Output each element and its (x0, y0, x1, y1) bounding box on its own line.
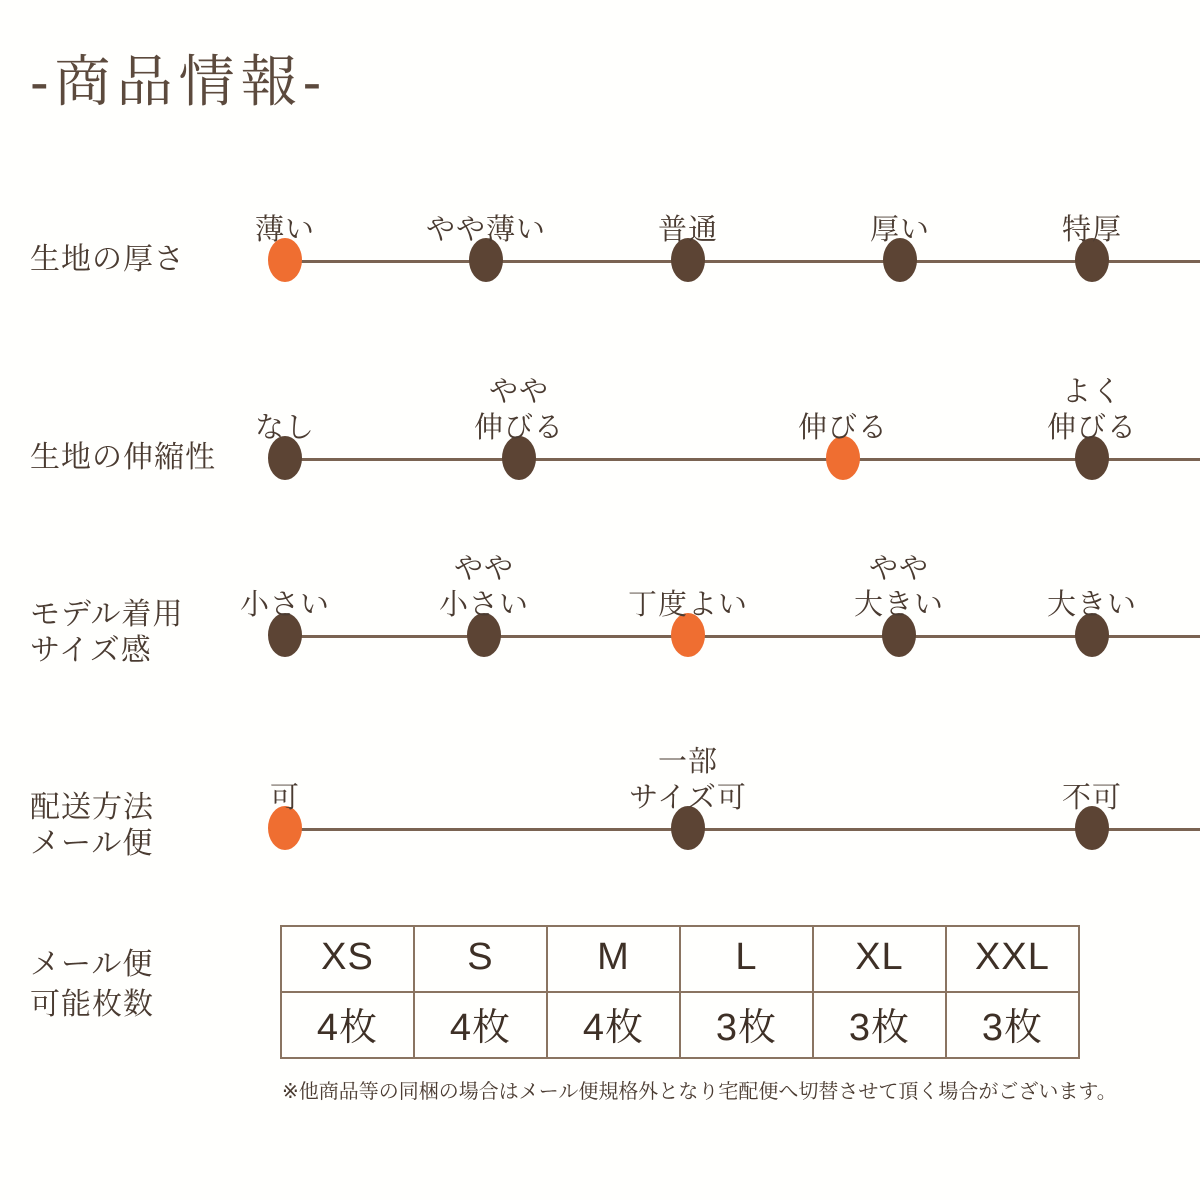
scale-point-label (629, 744, 747, 816)
table-header-cell: L (680, 926, 813, 992)
scale-point[interactable] (438, 553, 530, 657)
table-value-cell: 3枚 (680, 992, 813, 1058)
scale-point[interactable] (239, 589, 331, 657)
mail-quantity-table (280, 925, 1080, 1059)
scale-point-label (255, 410, 315, 446)
table-header-cell: XS (281, 926, 414, 992)
scale-row-label-line1: 生地の伸縮性 (30, 441, 216, 474)
scale-point-label (270, 780, 300, 816)
scale-point-label-line2: 大きい (853, 589, 945, 621)
scale-point-label (240, 587, 330, 623)
scale-row-label (30, 790, 245, 862)
table-row-values (281, 992, 1079, 1058)
scale-point[interactable] (627, 589, 749, 657)
scale-row-label (30, 597, 245, 669)
scale-point-label-line2: 伸びる (473, 412, 565, 444)
scale-point[interactable] (657, 214, 719, 282)
scale-point[interactable] (254, 412, 316, 480)
scale-point-label-line1: 一部 (657, 746, 718, 778)
scale-row-label-line2: サイズ感 (30, 634, 152, 667)
scale-point-label-line1: 厚い (869, 214, 931, 246)
scale-row-label-line1: 生地の厚さ (30, 243, 185, 276)
scale-point-label-line1: 普通 (657, 214, 719, 246)
scale-point-label-line1: 不可 (1061, 782, 1123, 814)
scale-point-label-line1: 丁度よい (627, 589, 749, 621)
scale-row-label-line1: モデル着用 (30, 598, 184, 631)
scale-point-label (1047, 587, 1137, 623)
scale-point-label-line1: やや (453, 553, 515, 585)
table-value-cell: 4枚 (414, 992, 547, 1058)
scale-point-label (1062, 212, 1122, 248)
scale-point-label (426, 212, 546, 248)
scale-point-label-line2: サイズ可 (629, 782, 747, 814)
scale-row-label-line2: メール便 (30, 827, 154, 860)
scale-point-label-line1: 特厚 (1061, 214, 1123, 246)
table-header-cell: XXL (946, 926, 1079, 992)
size-table-label-line1: メール便 (30, 948, 154, 981)
scale-point-label (474, 374, 564, 446)
scale-point-label-line1: 薄い (254, 214, 316, 246)
size-table-label-line2: 可能枚数 (30, 988, 154, 1021)
scale-point-label (1047, 374, 1137, 446)
scale-point[interactable] (254, 214, 316, 282)
table-header-cell: S (414, 926, 547, 992)
scale-row-label (30, 440, 245, 476)
scale-point-label (658, 212, 718, 248)
table-row-headers (281, 926, 1079, 992)
footnote: ※他商品等の同梱の場合はメール便規格外となり宅配便へ切替させて頂く場合がございます。 (282, 1081, 1117, 1103)
table-header-cell: XL (813, 926, 946, 992)
scale-point[interactable] (1046, 376, 1138, 480)
scale-point[interactable] (1046, 589, 1138, 657)
scale-track (285, 635, 1200, 638)
scale-point-label-line1: やや薄い (425, 214, 547, 246)
scale-track (285, 458, 1200, 461)
scale-point-label (854, 551, 944, 623)
scale-point[interactable] (797, 412, 889, 480)
scale-point[interactable] (629, 746, 747, 850)
page-title: -商品情報- (30, 50, 328, 113)
scale-point-label-line1: 小さい (239, 589, 331, 621)
scale-point-label (870, 212, 930, 248)
scale-point-label-line1: なし (254, 412, 316, 444)
scale-point-label-line1: やや (488, 376, 550, 408)
scale-point-label (439, 551, 529, 623)
size-table-label (30, 945, 154, 1025)
scale-point[interactable] (869, 214, 931, 282)
scale-point-label-line2: 伸びる (1046, 412, 1138, 444)
scale-point-label (628, 587, 748, 623)
scale-point-label-line1: やや (868, 553, 930, 585)
table-header-cell: M (547, 926, 680, 992)
scale-point[interactable] (473, 376, 565, 480)
scale-point-label (1062, 780, 1122, 816)
scale-row-label (30, 242, 245, 278)
scale-track (285, 260, 1200, 263)
table-value-cell: 4枚 (281, 992, 414, 1058)
table-value-cell: 3枚 (813, 992, 946, 1058)
scale-point-label-line1: 可 (269, 782, 301, 814)
scale-point-label-line1: よく (1061, 376, 1123, 408)
scale-row-label-line1: 配送方法 (30, 791, 154, 824)
scale-point[interactable] (1061, 214, 1123, 282)
scale-point[interactable] (1061, 782, 1123, 850)
scale-point-label-line1: 大きい (1046, 589, 1138, 621)
scale-point[interactable] (425, 214, 547, 282)
scale-point-label-line1: 伸びる (797, 412, 889, 444)
scale-point[interactable] (853, 553, 945, 657)
scale-point-label (255, 212, 315, 248)
scale-track (285, 828, 1200, 831)
table-value-cell: 3枚 (946, 992, 1079, 1058)
scale-point-label (798, 410, 888, 446)
table-value-cell: 4枚 (547, 992, 680, 1058)
scale-point[interactable] (268, 782, 302, 850)
scale-point-label-line2: 小さい (438, 589, 530, 621)
